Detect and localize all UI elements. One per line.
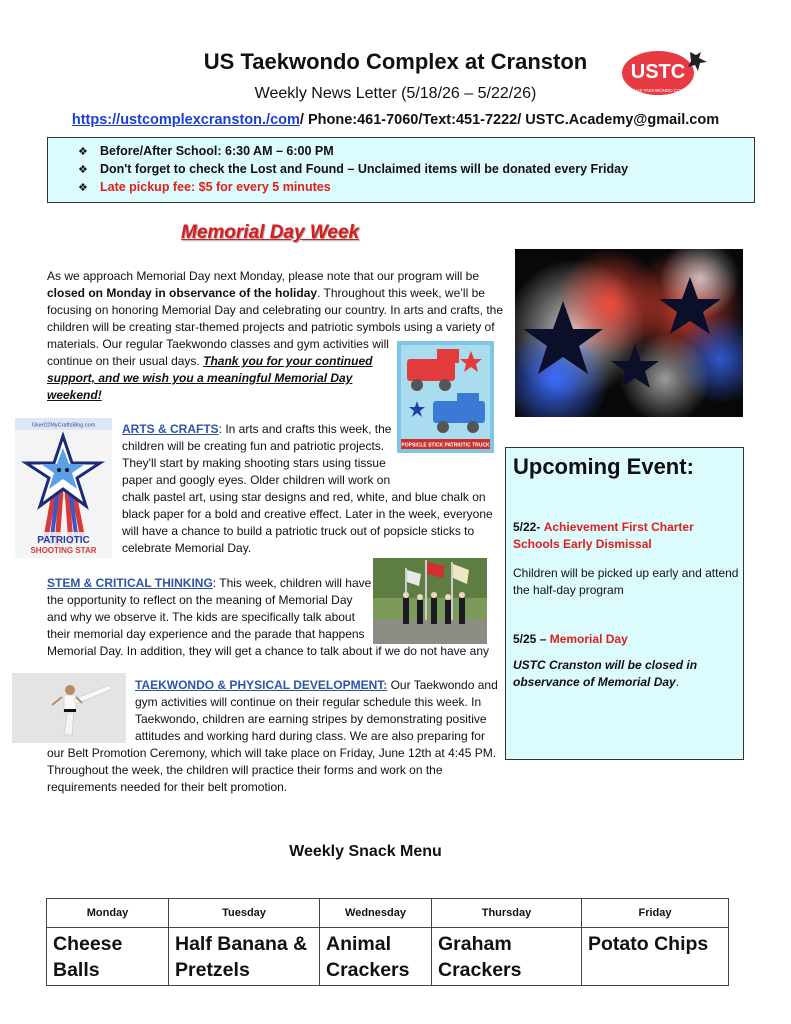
taekwondo-kick-image: [12, 673, 126, 743]
diamond-bullet-icon: ❖: [78, 146, 88, 158]
event-item-dismissal: 5/22- Achievement First Charter Schools Early Dismissal: [513, 520, 694, 551]
snack-menu-title: Weekly Snack Menu: [289, 843, 442, 860]
ustc-logo: [620, 48, 712, 98]
snack-item: Potato Chips: [582, 928, 729, 986]
taekwondo-heading: TAEKWONDO & PHYSICAL DEVELOPMENT:: [135, 678, 388, 692]
diamond-bullet-icon: ❖: [78, 182, 88, 194]
day-header: Friday: [582, 899, 729, 928]
hours-item: ❖ Before/After School: 6:30 AM – 6:00 PM: [78, 144, 334, 158]
svg-text:GlueD2MyCraftsBlog.com: GlueD2MyCraftsBlog.com: [31, 422, 96, 429]
lost-and-found-item: ❖ Don't forget to check the Lost and Found – Unclaimed items will be donated every Friday: [78, 162, 629, 176]
arts-crafts-heading: ARTS & CRAFTS: [122, 422, 219, 436]
snack-items-row: [47, 928, 729, 986]
stem-heading: STEM & CRITICAL THINKING: [47, 576, 213, 590]
snack-menu-table: [46, 898, 729, 986]
page-title: US Taekwondo Complex at Cranston: [203, 49, 588, 74]
svg-text:SHOOTING STAR: SHOOTING STAR: [30, 546, 97, 555]
taekwondo-paragraph-top: TAEKWONDO & PHYSICAL DEVELOPMENT: Our Taekwondo and gym activities will continue on their regular schedule this week. In Taekwondo, children are earning stripes by demonstrating positive attitudes and working hard during class. We are also preparing for: [135, 678, 498, 743]
hours-info-box: [47, 137, 755, 203]
snack-item: Cheese Balls: [47, 928, 169, 986]
taekwondo-paragraph-bottom: our Belt Promotion Ceremony, which will take place on Friday, June 12th at 4:45 PM. Throughout the week, the children will practice their forms and work on the requirements needed for their belt promotion.: [47, 746, 497, 794]
svg-text:POPSICLE STICK PATRIOTIC TRUCK: POPSICLE STICK PATRIOTIC TRUCK: [401, 442, 490, 449]
day-header: Wednesday: [320, 899, 432, 928]
snack-item: Graham Crackers: [432, 928, 582, 986]
contact-details: / Phone:461-7060/Text:451-7222/ USTC.Academy@gmail.com: [299, 112, 720, 128]
website-link[interactable]: https://ustcomplexcranston./com: [71, 112, 300, 128]
day-header: Thursday: [432, 899, 582, 928]
upcoming-event-box: [505, 447, 744, 760]
newsletter-subtitle: Weekly News Letter (5/18/26 – 5/22/26): [254, 85, 537, 102]
snack-item: Animal Crackers: [320, 928, 432, 986]
diamond-bullet-icon: ❖: [78, 164, 88, 176]
day-header: Tuesday: [169, 899, 320, 928]
event-item-memorial-day: 5/25 – Memorial Day: [513, 632, 628, 646]
event-desc-memorial-day: USTC Cranston will be closed in observance of Memorial Day.: [513, 658, 698, 689]
patriotic-shooting-star-image: [15, 418, 112, 558]
day-header: Monday: [47, 899, 169, 928]
upcoming-event-title: Upcoming Event:: [513, 454, 694, 479]
late-fee-item: ❖ Late pickup fee: $5 for every 5 minutes: [78, 180, 331, 194]
snack-item: Half Banana & Pretzels: [169, 928, 320, 986]
snack-header-row: [47, 899, 729, 928]
event-desc-dismissal: Children will be picked up early and attend the half-day program: [513, 566, 739, 597]
svg-text:USTC: USTC: [630, 61, 686, 83]
intro-paragraph: As we approach Memorial Day next Monday, please note that our program will be closed on Monday in observance of the holiday. Throughout this week, we’ll be focusing on honoring Memorial Day and celebrating our country. In arts and crafts, the children will be creating star-themed projects and patriotic symbols using a variety of materials. Our regular Taekwondo classes and gym activities will continue on their usual days. Thank you for your continued support, and we wish you a meaningful Memorial Day weekend!: [47, 269, 504, 402]
svg-text:PATRIOTIC: PATRIOTIC: [37, 535, 90, 546]
stem-paragraph: STEM & CRITICAL THINKING: This week, children will have the opportunity to reflect on the meaning of Memorial Day and why we observe it. The kids are specifically talk about their memorial day experience and the parade that happens Memorial Day. In addition, they will get a chance to talk about if we do not have any: [47, 576, 490, 658]
chalk-star-art-image: [515, 249, 743, 417]
svg-text:US TAEKWONDO COMPLEX: US TAEKWONDO COMPLEX: [636, 88, 696, 93]
section-title: Memorial Day Week: [181, 222, 360, 243]
arts-crafts-paragraph: ARTS & CRAFTS: In arts and crafts this week, the children will be creating fun and patriotic projects. They'll start by making shooting stars using tissue paper and googly eyes. Older children will work on chalk pastel art, using star designs and red, white, and blue chalk on black paper for a bold and creative effect. Later in the week, everyone will have a chance to build a patriotic truck out of popsicle sticks to celebrate Memorial Day.: [122, 422, 493, 555]
contact-line: [0, 112, 791, 128]
